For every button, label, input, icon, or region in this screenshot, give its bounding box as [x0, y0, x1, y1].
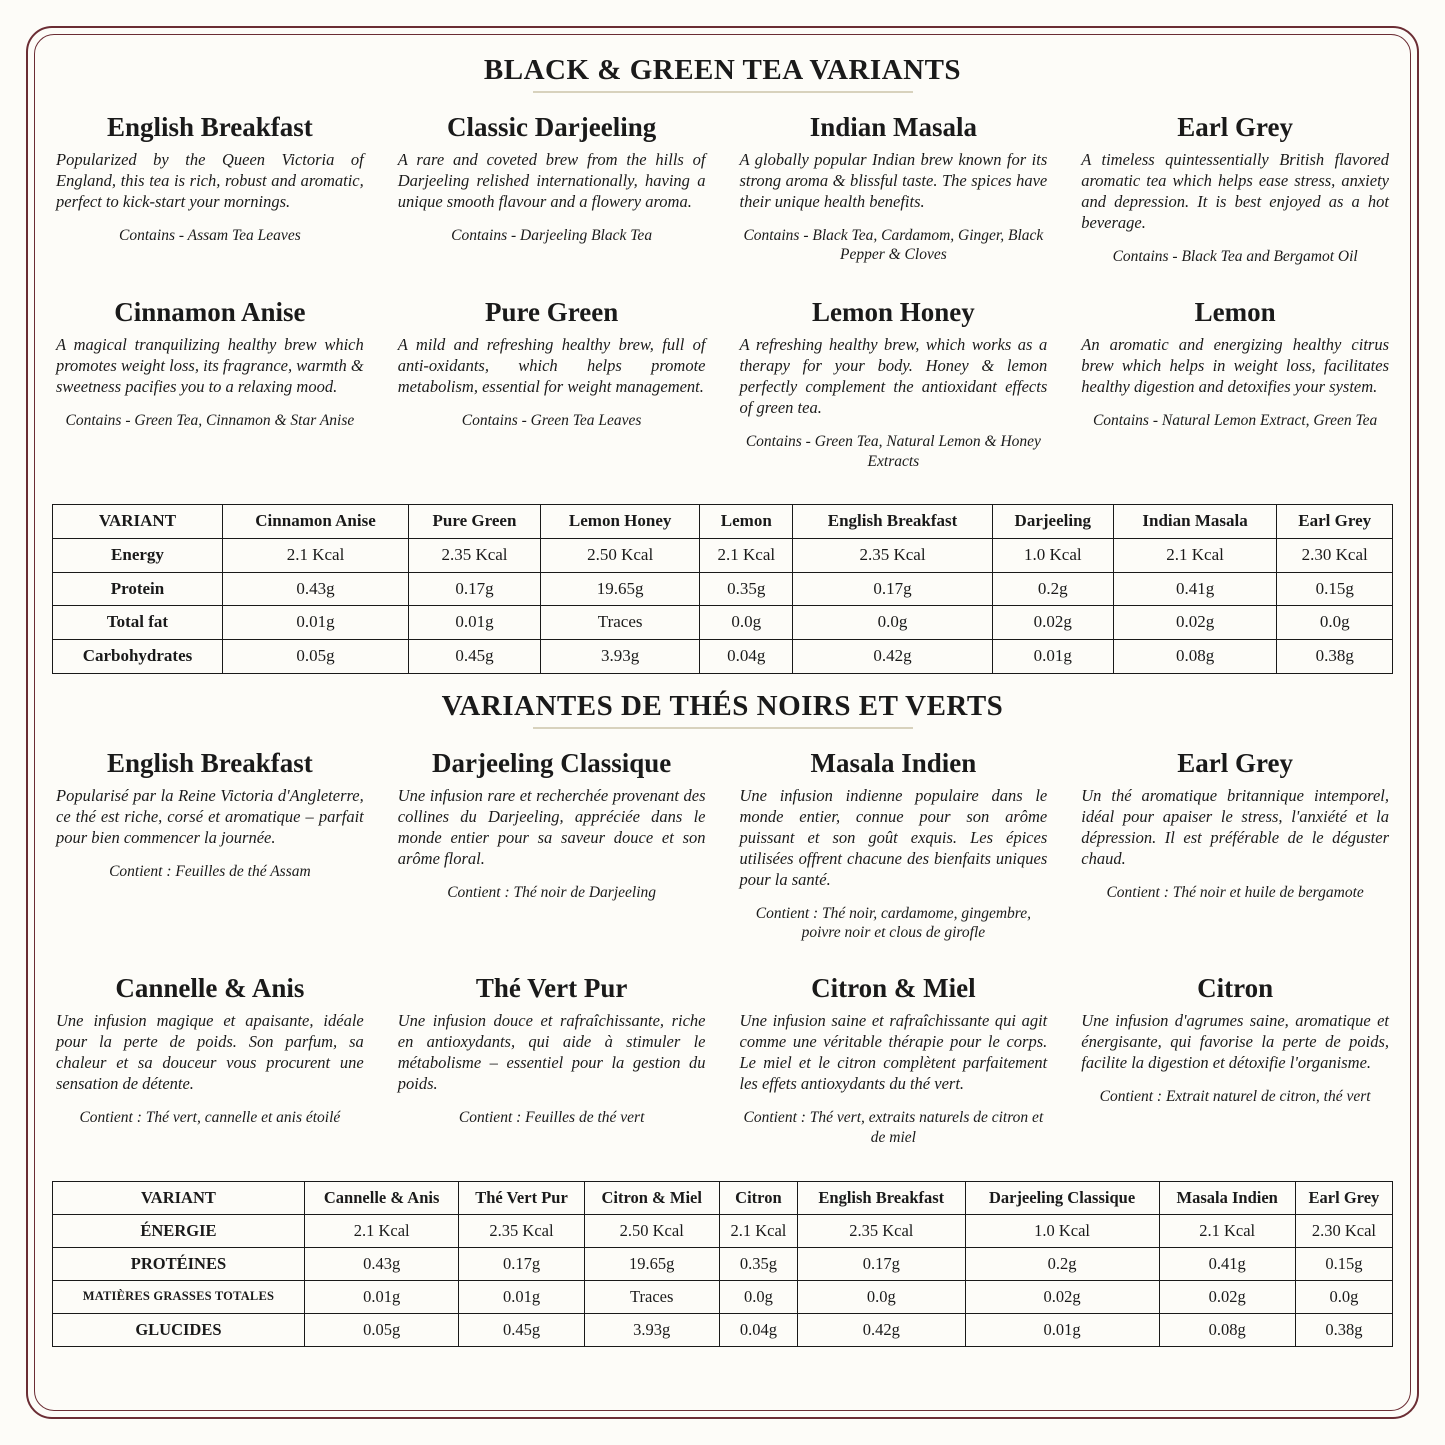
table-cell: 0.01g — [992, 640, 1113, 674]
table-header-row — [53, 505, 1393, 539]
variant-description: A globally popular Indian brew known for its strong aroma & blissful taste. The spices have their unique health benefits. — [739, 149, 1048, 211]
table-cell: 0.01g — [965, 1314, 1159, 1347]
variant-contains: Contains - Green Tea Leaves — [461, 412, 642, 430]
title-divider-french — [533, 727, 913, 729]
variant-description: Une infusion indienne populaire dans le monde entier, connue pour son arôme puissant et son goût exquis. Les épices utilisées offrent chacune des bienfaits uniques pour la santé. — [739, 785, 1048, 889]
table-cell: 0.08g — [1159, 1314, 1295, 1347]
table-cell: 0.41g — [1159, 1247, 1295, 1280]
variant-name: Earl Grey — [1177, 112, 1293, 142]
table-cell: 2.30 Kcal — [1277, 539, 1393, 573]
table-cell: 0.17g — [409, 572, 541, 606]
variant-card — [394, 105, 710, 286]
table-cell: 0.45g — [409, 640, 541, 674]
table-cell: 0.04g — [719, 1314, 797, 1347]
variant-name: Pure Green — [485, 297, 619, 327]
table-cell: 3.93g — [540, 640, 699, 674]
table-row-label: Carbohydrates — [53, 640, 223, 674]
variant-contains: Contains - Black Tea and Bergamot Oil — [1112, 248, 1358, 266]
table-header-cell: Earl Grey — [1277, 505, 1393, 539]
variant-name: English Breakfast — [106, 747, 313, 778]
nutrition-table-french — [52, 1181, 1393, 1348]
table-row — [53, 606, 1393, 640]
variant-description: Popularized by the Queen Victoria of England, this tea is rich, robust and aromatic, perfect to kick-start your mornings. — [56, 149, 364, 211]
variant-name: Citron — [1197, 973, 1274, 1004]
nutrition-table-english — [52, 504, 1393, 673]
variant-description: Une infusion d'agrumes saine, aromatique et énergisante, qui favorise la perte de poids, facilite la digestion et détoxifie l'organisme. — [1081, 1010, 1389, 1073]
table-row — [53, 1281, 1393, 1314]
table-row-label: Total fat — [53, 606, 223, 640]
table-header-cell: Lemon — [700, 505, 793, 539]
variant-description: An aromatic and energizing healthy citrus brew which helps in weight loss, facilitates healthy digestion and detoxifies your system. — [1081, 334, 1389, 396]
table-cell: 0.0g — [793, 606, 993, 640]
variant-card — [736, 741, 1052, 962]
table-cell: 2.30 Kcal — [1295, 1214, 1392, 1247]
variant-contains: Contains - Natural Lemon Extract, Green Tea — [1092, 412, 1378, 430]
variant-name: Classic Darjeeling — [447, 112, 657, 142]
table-cell: 2.1 Kcal — [1113, 539, 1277, 573]
variant-description: A rare and coveted brew from the hills of Darjeeling relished internationally, having a unique smooth flavour and a flowery aroma. — [397, 149, 706, 211]
table-cell: 2.35 Kcal — [409, 539, 541, 573]
table-cell: 2.35 Kcal — [797, 1214, 965, 1247]
table-cell: 0.01g — [459, 1281, 584, 1314]
variant-grid-french — [52, 741, 1393, 1167]
table-cell: 0.01g — [409, 606, 541, 640]
variant-contains: Contains - Darjeeling Black Tea — [451, 227, 653, 245]
section-title-english: BLACK & GREEN TEA VARIANTS — [483, 54, 962, 86]
table-row — [53, 1247, 1393, 1280]
table-row-label: GLUCIDES — [53, 1314, 305, 1347]
table-header-cell: Pure Green — [409, 505, 541, 539]
table-row — [53, 640, 1393, 674]
variant-card — [394, 290, 710, 490]
variant-contains: Contains - Green Tea, Natural Lemon & Honey Extracts — [745, 433, 1041, 470]
table-cell: 0.15g — [1295, 1247, 1392, 1280]
table-cell: 0.41g — [1113, 572, 1277, 606]
table-row — [53, 539, 1393, 573]
table-cell: 0.38g — [1295, 1314, 1392, 1347]
title-divider-english — [533, 91, 913, 93]
table-cell: 0.35g — [700, 572, 793, 606]
variant-card — [736, 290, 1052, 490]
table-row-label: ÉNERGIE — [53, 1214, 305, 1247]
table-row — [53, 1214, 1393, 1247]
variant-contains: Contient : Extrait naturel de citron, thé vert — [1099, 1088, 1371, 1106]
table-cell: 0.43g — [222, 572, 408, 606]
table-cell: 0.01g — [304, 1281, 459, 1314]
table-row-label: MATIÈRES GRASSES TOTALES — [53, 1281, 305, 1314]
table-header-cell: Thé Vert Pur — [459, 1181, 584, 1214]
variant-contains: Contient : Thé noir et huile de bergamote — [1106, 883, 1364, 901]
table-cell: 0.0g — [797, 1281, 965, 1314]
table-row — [53, 572, 1393, 606]
table-cell: 2.50 Kcal — [584, 1214, 719, 1247]
table-cell: 2.1 Kcal — [304, 1214, 459, 1247]
table-cell: 0.17g — [459, 1247, 584, 1280]
section-french — [52, 690, 1393, 1348]
table-row-label: Energy — [53, 539, 223, 573]
table-cell: 2.35 Kcal — [459, 1214, 584, 1247]
table-cell: 0.17g — [793, 572, 993, 606]
section-english — [52, 54, 1393, 674]
variant-description: Une infusion rare et recherchée provenant des collines du Darjeeling, appréciée dans le monde entier pour sa saveur douce et son arôme floral. — [397, 785, 706, 868]
table-cell: 1.0 Kcal — [965, 1214, 1159, 1247]
table-header-cell: Citron — [719, 1181, 797, 1214]
table-cell: 3.93g — [584, 1314, 719, 1347]
table-row — [53, 1314, 1393, 1347]
table-header-cell: Citron & Miel — [584, 1181, 719, 1214]
table-cell: 0.0g — [719, 1281, 797, 1314]
table-cell: 2.1 Kcal — [222, 539, 408, 573]
table-cell: 0.2g — [992, 572, 1113, 606]
table-cell: 0.43g — [304, 1247, 459, 1280]
variant-name: Citron & Miel — [811, 973, 976, 1004]
variant-name: Indian Masala — [809, 112, 978, 142]
variant-card — [1077, 741, 1393, 962]
variant-card — [52, 105, 368, 286]
table-header-cell: VARIANT — [53, 505, 223, 539]
table-cell: 0.42g — [793, 640, 993, 674]
variant-contains: Contient : Feuilles de thé Assam — [109, 862, 311, 880]
table-cell: 2.1 Kcal — [700, 539, 793, 573]
variant-name: Lemon — [1194, 297, 1276, 327]
variant-card — [394, 741, 710, 962]
table-header-cell: Earl Grey — [1295, 1181, 1392, 1214]
variant-description: A timeless quintessentially British flavored aromatic tea which helps ease stress, anxiety and depression. It is best enjoyed as a hot beverage. — [1081, 149, 1389, 233]
variant-contains: Contient : Thé noir, cardamome, gingembre, poivre noir et clous de girofle — [755, 905, 1031, 942]
variant-name: English Breakfast — [106, 112, 313, 142]
table-cell: 2.1 Kcal — [719, 1214, 797, 1247]
variant-name: Thé Vert Pur — [475, 973, 628, 1004]
table-header-cell: Indian Masala — [1113, 505, 1277, 539]
variant-name: Cinnamon Anise — [114, 297, 306, 327]
variant-card — [736, 105, 1052, 286]
variant-card — [1077, 105, 1393, 286]
variant-name: Earl Grey — [1177, 747, 1293, 778]
variant-name: Masala Indien — [810, 747, 977, 778]
table-cell: 0.15g — [1277, 572, 1393, 606]
table-header-row — [53, 1181, 1393, 1214]
variant-contains: Contient : Feuilles de thé vert — [458, 1109, 645, 1127]
table-header-cell: Lemon Honey — [540, 505, 699, 539]
table-cell: 0.35g — [719, 1247, 797, 1280]
variant-description: Un thé aromatique britannique intemporel, idéal pour apaiser le stress, l'anxiété et la dépression. Il est préférable de le déguster chaud. — [1081, 785, 1389, 868]
table-row-label: Protein — [53, 572, 223, 606]
table-cell: 0.02g — [965, 1281, 1159, 1314]
table-cell: 0.01g — [222, 606, 408, 640]
variant-name: Darjeeling Classique — [432, 747, 672, 778]
table-cell: 0.0g — [1277, 606, 1393, 640]
table-cell: 0.08g — [1113, 640, 1277, 674]
table-cell: 0.42g — [797, 1314, 965, 1347]
variant-card — [394, 966, 710, 1166]
variant-contains: Contains - Black Tea, Cardamom, Ginger, Black Pepper & Cloves — [743, 227, 1044, 264]
table-cell: 0.04g — [700, 640, 793, 674]
table-cell: 0.38g — [1277, 640, 1393, 674]
variant-contains: Contient : Thé vert, cannelle et anis étoilé — [79, 1109, 341, 1127]
table-cell: 0.45g — [459, 1314, 584, 1347]
table-cell: 0.02g — [992, 606, 1113, 640]
table-header-cell: English Breakfast — [797, 1181, 965, 1214]
variant-card — [736, 966, 1052, 1166]
table-cell: 0.02g — [1113, 606, 1277, 640]
table-cell: 2.1 Kcal — [1159, 1214, 1295, 1247]
table-cell: 0.0g — [1295, 1281, 1392, 1314]
table-cell: 0.17g — [797, 1247, 965, 1280]
variant-card — [1077, 290, 1393, 490]
table-cell: 0.02g — [1159, 1281, 1295, 1314]
table-header-cell: English Breakfast — [793, 505, 993, 539]
variant-contains: Contains - Green Tea, Cinnamon & Star Anise — [65, 412, 355, 430]
variant-grid-english — [52, 105, 1393, 490]
variant-description: Une infusion magique et apaisante, idéale pour la perte de poids. Son parfum, sa chaleur et sa douceur vous procurent une sensation de détente. — [56, 1010, 364, 1094]
variant-description: A refreshing healthy brew, which works as a therapy for your body. Honey & lemon perfectly complement the antioxidant effects of green tea. — [739, 334, 1048, 418]
table-cell: 2.35 Kcal — [793, 539, 993, 573]
table-cell: Traces — [540, 606, 699, 640]
variant-contains: Contient : Thé vert, extraits naturels de citron et de miel — [743, 1109, 1044, 1146]
variant-description: Une infusion douce et rafraîchissante, riche en antioxydants, qui aide à stimuler le métabolisme – essentiel pour la gestion du poids. — [397, 1010, 706, 1094]
table-cell: 0.05g — [222, 640, 408, 674]
variant-contains: Contient : Thé noir de Darjeeling — [447, 883, 657, 901]
table-cell: 1.0 Kcal — [992, 539, 1113, 573]
table-cell: 0.2g — [965, 1247, 1159, 1280]
table-cell: Traces — [584, 1281, 719, 1314]
variant-description: A mild and refreshing healthy brew, full of anti-oxidants, which helps promote metabolism, essential for weight management. — [397, 334, 706, 396]
table-cell: 0.05g — [304, 1314, 459, 1347]
table-header-cell: Darjeeling — [992, 505, 1113, 539]
variant-description: A magical tranquilizing healthy brew which promotes weight loss, its fragrance, warmth & sweetness pacifies you to a relaxing mood. — [56, 334, 364, 396]
variant-name: Lemon Honey — [811, 297, 975, 327]
section-title-french: VARIANTES DE THÉS NOIRS ET VERTS — [441, 689, 1004, 722]
variant-contains: Contains - Assam Tea Leaves — [119, 227, 301, 245]
variant-card — [52, 966, 368, 1166]
table-cell: 19.65g — [540, 572, 699, 606]
variant-name: Cannelle & Anis — [115, 973, 305, 1004]
variant-card — [52, 290, 368, 490]
table-cell: 0.0g — [700, 606, 793, 640]
table-header-cell: VARIANT — [53, 1181, 305, 1214]
variant-card — [52, 741, 368, 962]
variant-description: Une infusion saine et rafraîchissante qui agit comme une véritable thérapie pour le corps. Le miel et le citron complètent parfaitement les effets antioxydants du thé vert. — [739, 1010, 1048, 1094]
table-cell: 2.50 Kcal — [540, 539, 699, 573]
table-cell: 19.65g — [584, 1247, 719, 1280]
table-header-cell: Darjeeling Classique — [965, 1181, 1159, 1214]
table-header-cell: Cinnamon Anise — [222, 505, 408, 539]
page-content — [52, 40, 1393, 1405]
variant-card — [1077, 966, 1393, 1166]
variant-description: Popularisé par la Reine Victoria d'Angleterre, ce thé est riche, corsé et aromatique – parfait pour bien commencer la journée. — [56, 785, 364, 847]
table-header-cell: Cannelle & Anis — [304, 1181, 459, 1214]
table-header-cell: Masala Indien — [1159, 1181, 1295, 1214]
table-row-label: PROTÉINES — [53, 1247, 305, 1280]
